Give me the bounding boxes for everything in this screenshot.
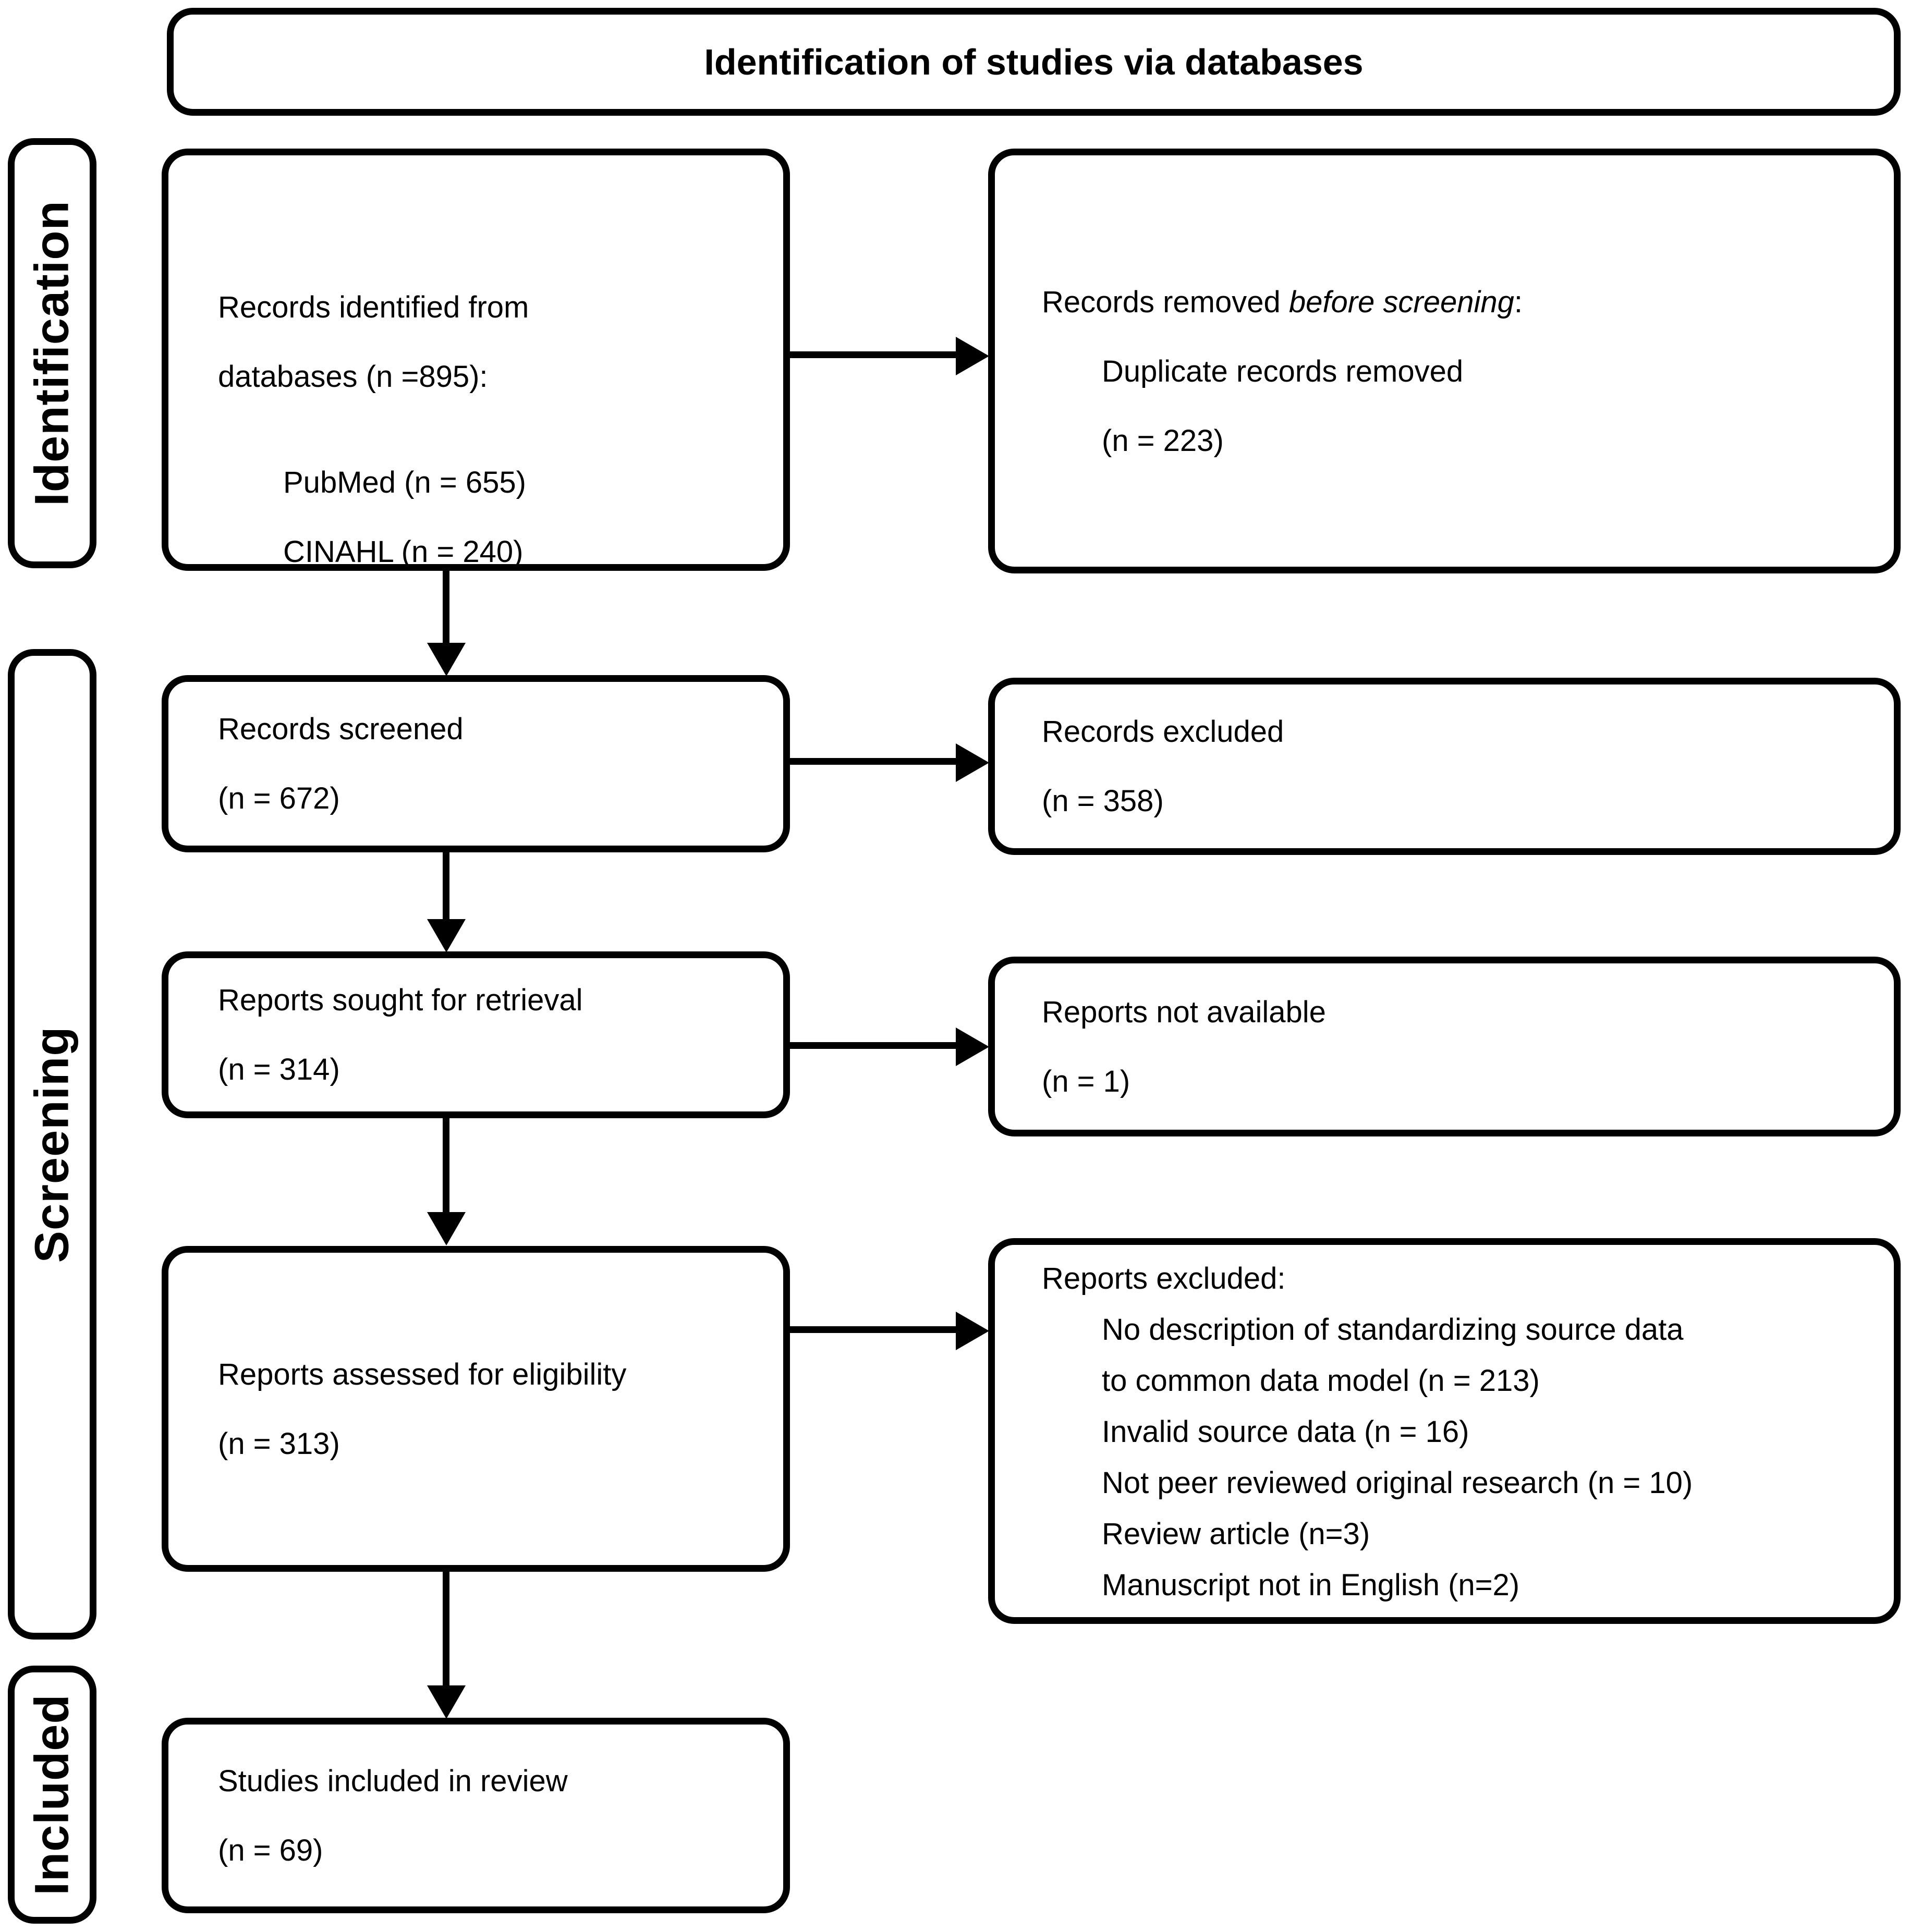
reports-sought-box	[162, 951, 790, 1118]
records-identified-line2: databases (n =895):	[218, 360, 488, 394]
studies-included-line1: Studies included in review	[218, 1764, 568, 1798]
reports-sought-line1: Reports sought for retrieval	[218, 983, 583, 1017]
diagram-title-box	[167, 8, 1901, 116]
arrow-sought-to-notavailable-shaft	[787, 1042, 959, 1049]
spacer	[218, 411, 768, 448]
records-removed-detail-line2: (n = 223)	[1102, 424, 1224, 458]
arrow-down-icon	[427, 643, 466, 676]
studies-included-box	[162, 1718, 790, 1913]
records-removed-suffix: :	[1514, 285, 1523, 319]
reports-not-available-line1: Reports not available	[1042, 995, 1326, 1029]
records-excluded-box	[988, 678, 1901, 855]
diagram-title: Identification of studies via databases	[704, 41, 1364, 82]
arrow-assessed-to-included-shaft	[443, 1571, 449, 1686]
reports-excluded-reason: Invalid source data (n = 16)	[1102, 1415, 1469, 1449]
records-identified-source-cinahl: CINAHL (n = 240)	[283, 535, 524, 569]
arrow-screened-to-sought-shaft	[443, 851, 449, 920]
arrow-right-icon	[956, 1312, 989, 1350]
reports-not-available-line2: (n = 1)	[1042, 1064, 1130, 1098]
reports-sought-line2: (n = 314)	[218, 1053, 340, 1086]
arrow-assessed-to-excluded-shaft	[787, 1326, 959, 1333]
reports-assessed-line1: Reports assessed for eligibility	[218, 1357, 627, 1391]
arrow-right-icon	[956, 1028, 989, 1066]
reports-excluded-box	[988, 1238, 1901, 1624]
records-removed-box	[988, 149, 1901, 573]
records-excluded-line2: (n = 358)	[1042, 784, 1164, 818]
reports-excluded-reason-cont: to common data model (n = 213)	[1102, 1364, 1540, 1398]
reports-excluded-reason: Manuscript not in English (n=2)	[1102, 1568, 1520, 1602]
studies-included-line2: (n = 69)	[218, 1833, 323, 1867]
arrow-identified-to-removed-shaft	[787, 351, 959, 358]
records-identified-box	[162, 149, 790, 571]
reports-assessed-line2: (n = 313)	[218, 1426, 340, 1461]
arrow-down-icon	[427, 1685, 466, 1719]
stage-included-label: Included	[25, 1694, 79, 1896]
reports-excluded-reason: Review article (n=3)	[1102, 1517, 1370, 1551]
records-removed-detail-line1: Duplicate records removed	[1102, 354, 1464, 388]
records-removed-italic: before screening	[1288, 285, 1514, 319]
records-screened-box	[162, 675, 790, 852]
stage-included-box	[8, 1666, 96, 1924]
stage-screening-box	[8, 649, 96, 1640]
arrow-identified-to-screened-shaft	[443, 570, 449, 644]
arrow-screened-to-excluded-shaft	[787, 758, 959, 765]
records-screened-line1: Records screened	[218, 712, 464, 746]
reports-excluded-reason: Not peer reviewed original research (n = 10)	[1102, 1466, 1693, 1500]
arrow-down-icon	[427, 1212, 466, 1245]
records-removed-heading	[1042, 267, 1873, 337]
records-identified-line1: Records identified from	[218, 290, 529, 324]
arrow-down-icon	[427, 919, 466, 952]
stage-screening-label: Screening	[25, 1026, 79, 1263]
reports-excluded-reason: No description of standardizing source data	[1102, 1313, 1684, 1347]
reports-assessed-box	[162, 1246, 790, 1572]
arrow-right-icon	[956, 743, 989, 782]
reports-not-available-box	[988, 957, 1901, 1136]
records-screened-line2: (n = 672)	[218, 781, 340, 815]
stage-identification-label: Identification	[25, 200, 79, 506]
records-removed-prefix: Records removed	[1042, 285, 1289, 319]
arrow-sought-to-assessed-shaft	[443, 1117, 449, 1213]
stage-identification-box	[8, 138, 96, 568]
arrow-right-icon	[956, 337, 989, 375]
records-excluded-line1: Records excluded	[1042, 715, 1284, 749]
records-identified-source-pubmed: PubMed (n = 655)	[283, 466, 526, 499]
reports-excluded-heading: Reports excluded:	[1042, 1262, 1286, 1295]
